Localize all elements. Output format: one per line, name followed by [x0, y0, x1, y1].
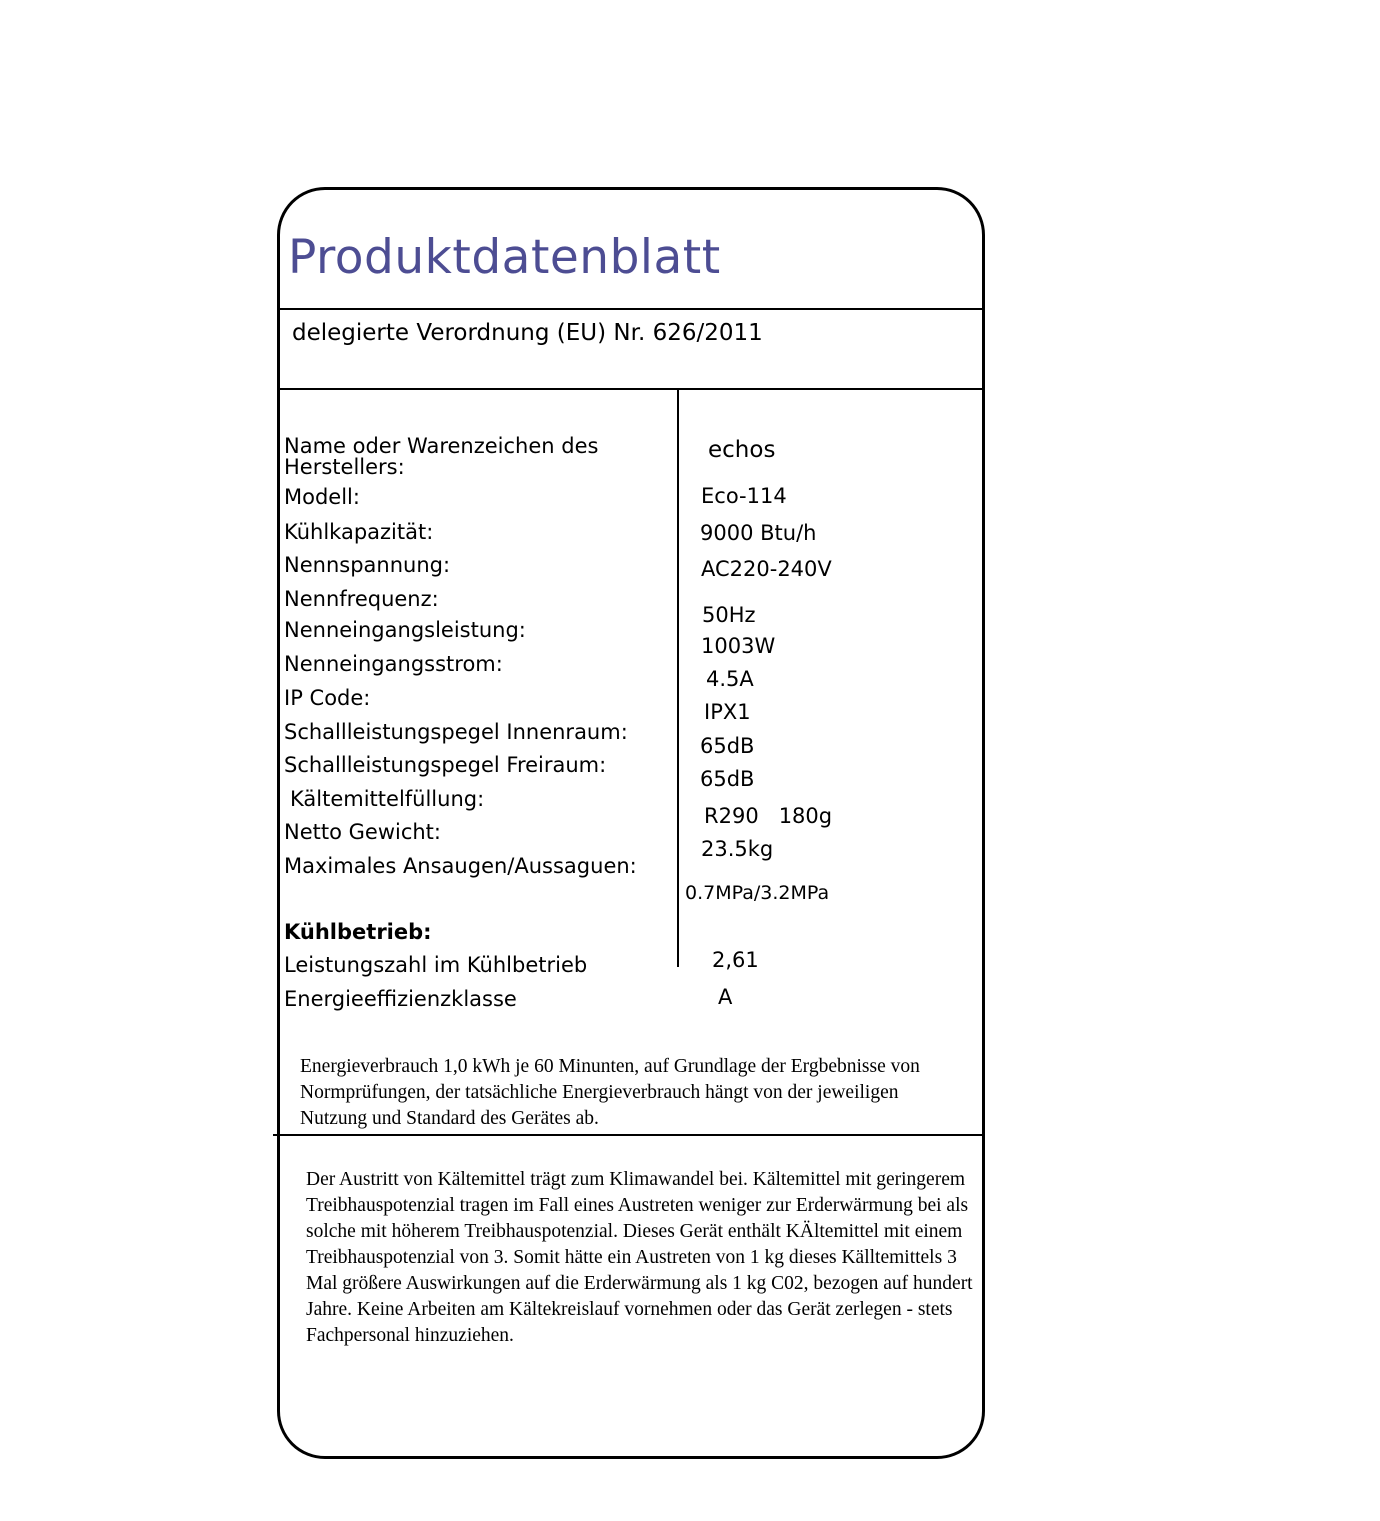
value-rated-input-current: 4.5A	[706, 667, 754, 691]
value-ip-code: IPX1	[704, 700, 751, 724]
label-sound-power-indoor: Schallleistungspegel Innenraum:	[284, 720, 628, 744]
value-cooling-capacity: 9000 Btu/h	[700, 521, 817, 545]
label-net-weight: Netto Gewicht:	[284, 820, 441, 844]
column-divider	[677, 390, 679, 967]
value-rated-voltage: AC220-240V	[701, 557, 832, 581]
value-net-weight: 23.5kg	[701, 837, 774, 861]
refrigerant-warning-note: Der Austritt von Kältemittel trägt zum Klimawandel bei. Kältemittel mit geringerem Treibhauspotenzial tragen im Fall eines Austreten weniger zur Erderwärmung bei als solche mit höherem Treibhauspotenzial. Dieses Gerät enthält KÄltemittel mit einem Treibhauspotenzial von 3. Somit hätte ein Austreten von 1 kg dieses Källtemittels 3 Mal größere Auswirkungen auf die Erderwärmung als 1 kg C02, bezogen auf hundert Jahre. Keine Arbeiten am Kältekreislauf vornehmen oder das Gerät zerlegen - stets Fachpersonal hinzuziehen.	[306, 1169, 973, 1346]
label-rated-input-power: Nenneingangsleistung:	[284, 618, 526, 642]
value-energy-class: A	[718, 985, 733, 1009]
value-model: Eco-114	[701, 484, 787, 508]
label-refrigerant-charge: Kältemittelfüllung:	[290, 787, 485, 811]
divider-regulation	[279, 388, 985, 390]
value-eer: 2,61	[712, 948, 759, 972]
label-max-pressure: Maximales Ansaugen/Aussaguen:	[284, 854, 637, 878]
divider-notes	[273, 1134, 983, 1136]
value-rated-input-power: 1003W	[701, 634, 776, 658]
cooling-heading: Kühlbetrieb:	[284, 920, 432, 944]
value-rated-frequency: 50Hz	[702, 603, 756, 627]
label-sound-power-outdoor: Schallleistungspegel Freiraum:	[284, 753, 607, 777]
value-sound-power-outdoor: 65dB	[700, 767, 755, 791]
label-rated-voltage: Nennspannung:	[284, 553, 451, 577]
value-manufacturer: echos	[708, 437, 776, 463]
value-sound-power-indoor: 65dB	[700, 734, 755, 758]
divider-title	[279, 308, 985, 310]
label-rated-input-current: Nenneingangsstrom:	[284, 652, 503, 676]
value-refrigerant-charge: R290 180g	[704, 804, 833, 828]
energy-consumption-note: Energieverbrauch 1,0 kWh je 60 Minunten, auf Grundlage der Ergbebnisse von Normprüfungen, der tatsächliche Energieverbrauch hängt von der jeweiligen Nutzung und Standard des Gerätes ab.	[300, 1056, 920, 1129]
label-rated-frequency: Nennfrequenz:	[284, 587, 439, 611]
label-manufacturer: Name oder Warenzeichen des Herstellers:	[284, 434, 599, 479]
label-model: Modell:	[284, 485, 360, 509]
label-cooling-capacity: Kühlkapazität:	[284, 520, 434, 544]
label-energy-class: Energieeffizienzklasse	[284, 987, 517, 1011]
value-max-pressure: 0.7MPa/3.2MPa	[685, 882, 830, 904]
label-eer: Leistungszahl im Kühlbetrieb	[284, 953, 588, 977]
label-ip-code: IP Code:	[284, 686, 371, 710]
page-title: Produktdatenblatt	[288, 230, 721, 285]
regulation-reference: delegierte Verordnung (EU) Nr. 626/2011	[292, 320, 763, 346]
